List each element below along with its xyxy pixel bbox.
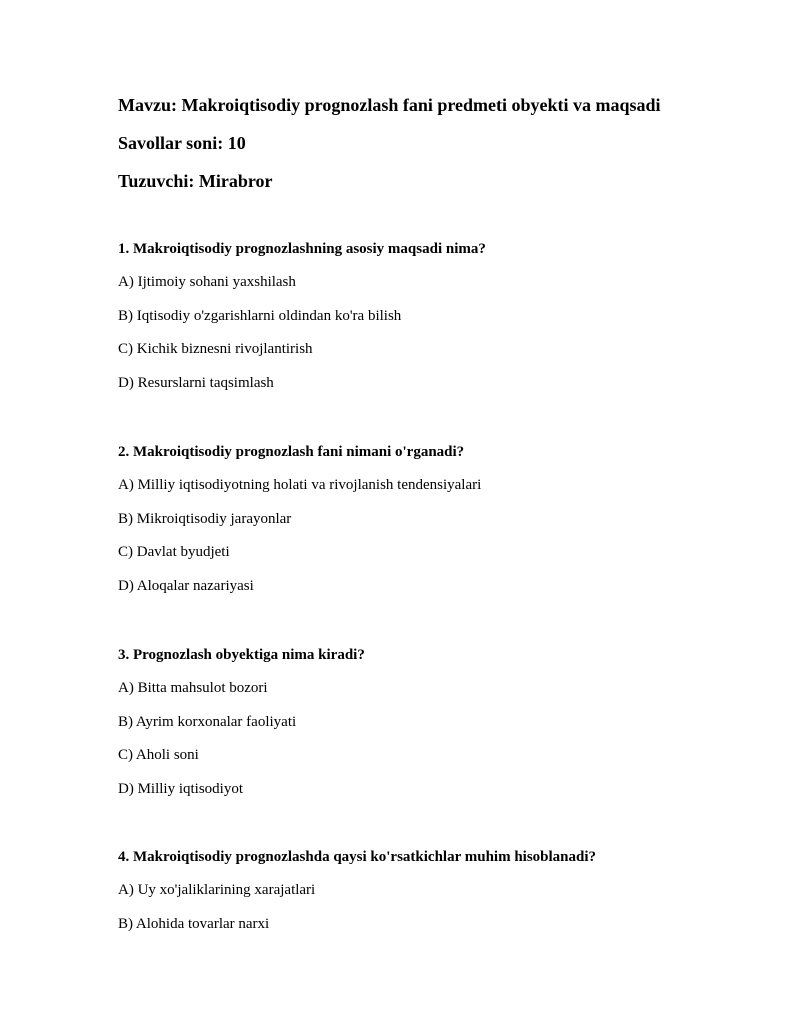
option-a: A) Ijtimoiy sohani yaxshilash — [118, 274, 296, 290]
question-title: 4. Makroiqtisodiy prognozlashda qaysi ko'rsatkichlar muhim hisoblanadi? — [118, 849, 597, 865]
option-a: A) Uy xo'jaliklarining xarajatlari — [118, 882, 316, 898]
author-line: Tuzuvchi: Mirabror — [118, 171, 273, 191]
question-title: 1. Makroiqtisodiy prognozlashning asosiy maqsadi nima? — [118, 241, 486, 257]
topic-heading: Mavzu: Makroiqtisodiy prognozlash fani predmeti obyekti va maqsadi — [118, 95, 661, 115]
option-d: D) Aloqalar nazariyasi — [118, 577, 254, 594]
option-b: B) Alohida tovarlar narxi — [118, 915, 270, 932]
question-block-3 — [118, 646, 758, 813]
option-a: A) Bitta mahsulot bozori — [118, 680, 268, 696]
option-d: D) Resurslarni taqsimlash — [118, 374, 274, 391]
question-title: 2. Makroiqtisodiy prognozlash fani nimani o'rganadi? — [118, 444, 465, 460]
question-block-1 — [118, 240, 758, 407]
question-title: 3. Prognozlash obyektiga nima kiradi? — [118, 647, 365, 663]
option-c: C) Aholi soni — [118, 747, 199, 764]
option-c: C) Davlat byudjeti — [118, 544, 230, 561]
question-block-2 — [118, 443, 758, 610]
option-b: B) Ayrim korxonalar faoliyati — [118, 713, 297, 730]
option-c: C) Kichik biznesni rivojlantirish — [118, 341, 313, 358]
option-b: B) Iqtisodiy o'zgarishlarni oldindan ko'ra bilish — [118, 307, 402, 324]
option-d: D) Milliy iqtisodiyot — [118, 780, 244, 797]
option-b: B) Mikroiqtisodiy jarayonlar — [118, 510, 292, 527]
option-a: A) Milliy iqtisodiyotning holati va rivojlanish tendensiyalari — [118, 477, 482, 493]
question-block-4 — [118, 848, 758, 948]
question-count: Savollar soni: 10 — [118, 133, 246, 153]
